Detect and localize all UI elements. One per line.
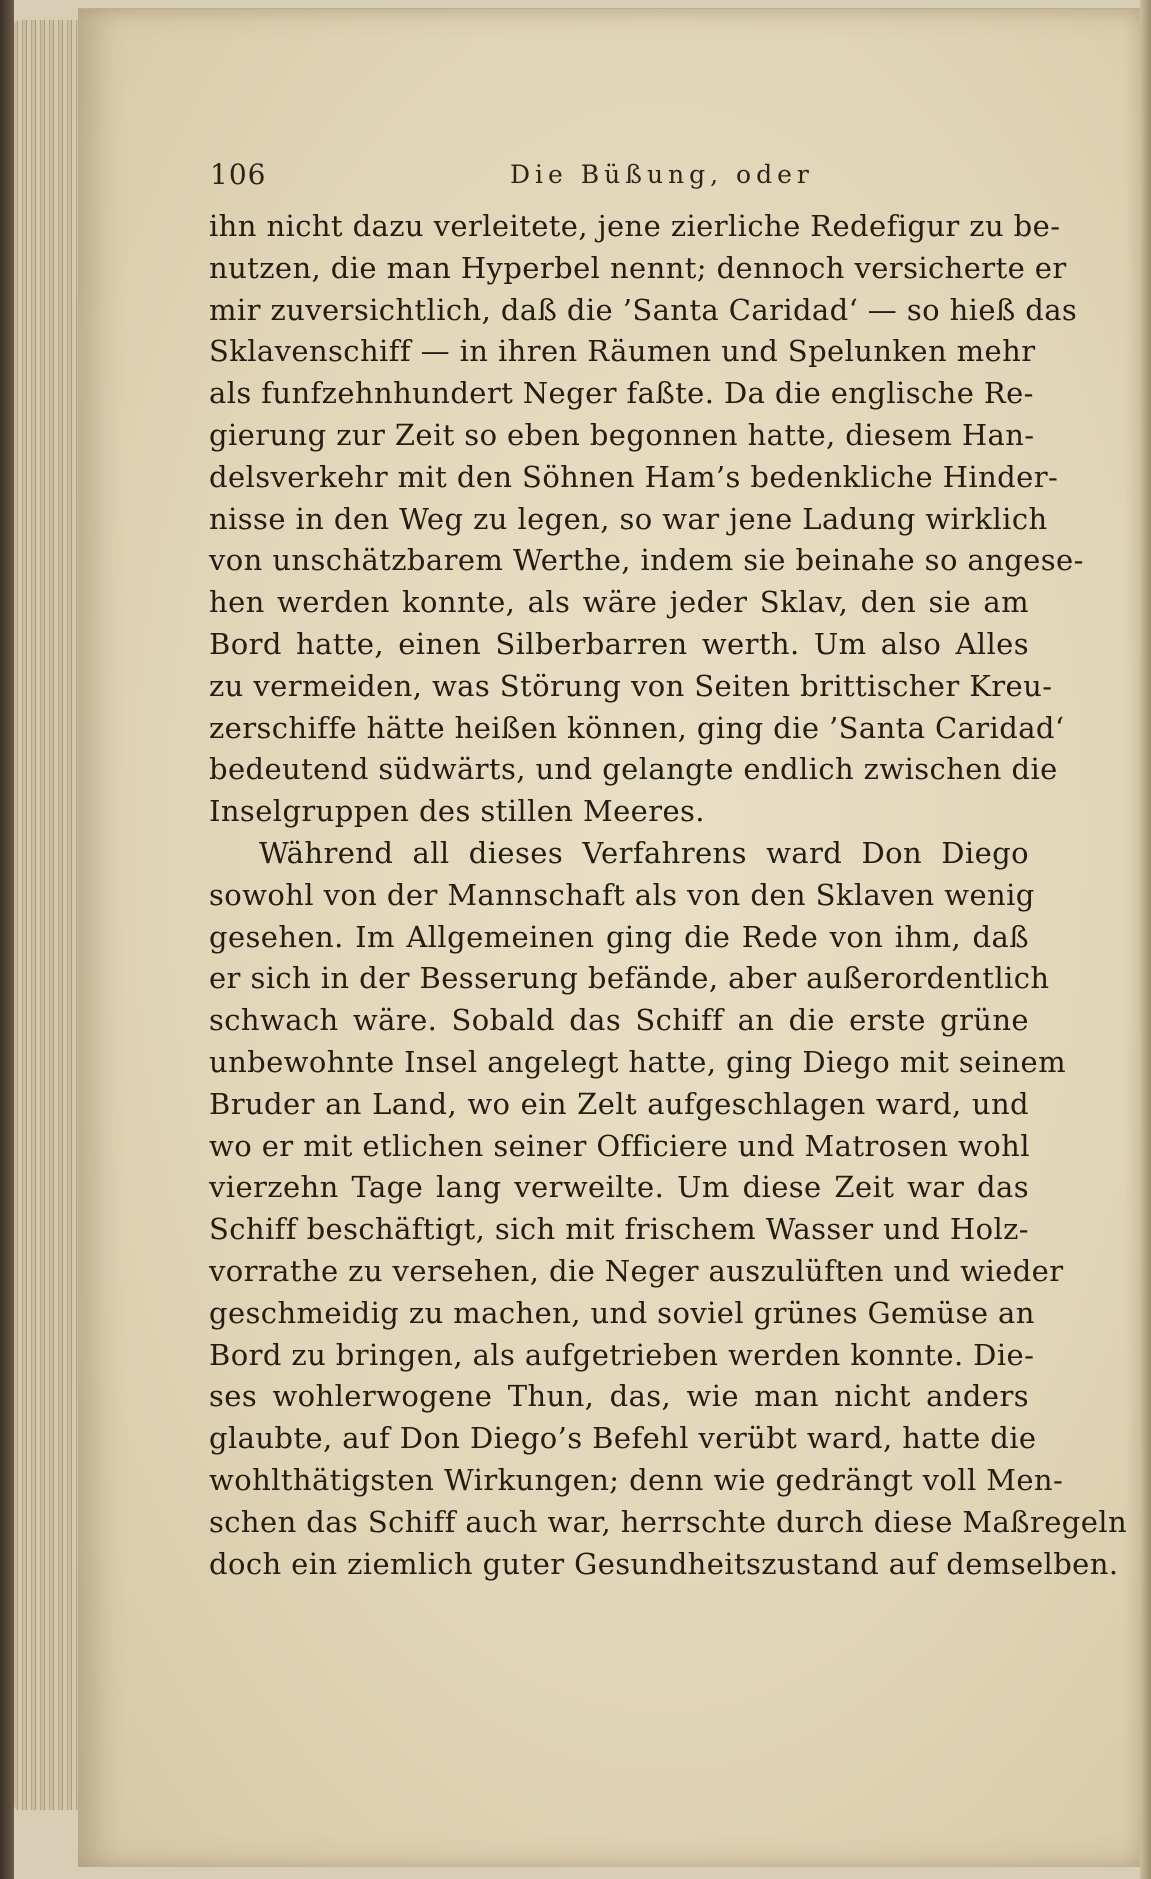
paragraph-1 <box>209 206 1084 833</box>
text-line: Inselgruppen des stillen Meeres. <box>209 794 705 829</box>
page-header <box>130 158 830 198</box>
text-line: gierung zur Zeit so eben begonnen hatte, diesem Han- <box>209 417 1035 452</box>
text-line: Bord zu bringen, als aufgetrieben werden konnte. Die- <box>209 1337 1035 1372</box>
text-line: mir zuversichtlich, daß die ’Santa Caridad‘ — so hieß das <box>209 292 1078 327</box>
paragraph-2 <box>209 833 1128 1585</box>
text-line: schen das Schiff auch war, herrschte durch diese Maßregeln <box>209 1504 1128 1539</box>
text-line: geschmeidig zu machen, und soviel grünes Gemüse an <box>209 1295 1035 1330</box>
text-line: unbewohnte Insel angelegt hatte, ging Diego mit seinem <box>209 1044 1066 1079</box>
text-line: bedeutend südwärts, und gelangte endlich zwischen die <box>209 752 1058 787</box>
running-head: Die Büßung, oder <box>510 160 814 189</box>
text-line: vierzehn Tage lang verweilte. Um diese Zeit war das <box>209 1170 1029 1205</box>
text-line: von unschätzbarem Werthe, indem sie beinahe so angese- <box>209 543 1084 578</box>
text-line: Sklavenschiff — in ihren Räumen und Spelunken mehr <box>209 334 1036 369</box>
text-line: wohlthätigsten Wirkungen; denn wie gedrängt voll Men- <box>209 1462 1064 1497</box>
text-line: Bruder an Land, wo ein Zelt aufgeschlagen ward, und <box>209 1086 1029 1121</box>
text-line: Schiff beschäftigt, sich mit frischem Wasser und Holz- <box>209 1212 1029 1247</box>
text-line: glaubte, auf Don Diego’s Befehl verübt ward, hatte die <box>209 1421 1037 1456</box>
page-number: 106 <box>210 158 267 191</box>
text-line: nisse in den Weg zu legen, so war jene Ladung wirklich <box>209 501 1048 536</box>
text-line: als funfzehnhundert Neger faßte. Da die englische Re- <box>209 376 1034 411</box>
text-line: delsverkehr mit den Söhnen Ham’s bedenkliche Hinder- <box>209 459 1059 494</box>
text-line: schwach wäre. Sobald das Schiff an die erste grüne <box>209 1003 1029 1038</box>
text-line: Während all dieses Verfahrens ward Don Diego <box>259 835 1029 870</box>
text-line: nutzen, die man Hyperbel nennt; dennoch versicherte er <box>209 250 1067 285</box>
text-line: Bord hatte, einen Silberbarren werth. Um also Alles <box>209 626 1029 661</box>
text-line: hen werden konnte, als wäre jeder Sklav, den sie am <box>209 585 1029 620</box>
text-line: zu vermeiden, was Störung von Seiten brittischer Kreu- <box>209 668 1053 703</box>
text-line: sowohl von der Mannschaft als von den Sklaven wenig <box>209 877 1035 912</box>
text-line: ihn nicht dazu verleitete, jene zierliche Redefigur zu be- <box>209 209 1061 243</box>
text-line: vorrathe zu versehen, die Neger auszulüften und wieder <box>209 1253 1064 1288</box>
book-binding <box>0 0 14 1879</box>
text-line: gesehen. Im Allgemeinen ging die Rede von ihm, daß <box>209 919 1029 954</box>
right-page-edge <box>1140 0 1151 1879</box>
text-line: er sich in der Besserung befände, aber außerordentlich <box>209 961 1050 996</box>
text-line: wo er mit etlichen seiner Officiere und Matrosen wohl <box>209 1128 1030 1163</box>
text-line: ses wohlerwogene Thun, das, wie man nicht anders <box>209 1379 1029 1414</box>
body-text <box>209 206 1128 1585</box>
page-edges <box>14 20 84 1810</box>
text-line: doch ein ziemlich guter Gesundheitszustand auf demselben. <box>209 1546 1119 1581</box>
text-line: zerschiffe hätte heißen können, ging die ’Santa Caridad‘ <box>209 710 1065 745</box>
